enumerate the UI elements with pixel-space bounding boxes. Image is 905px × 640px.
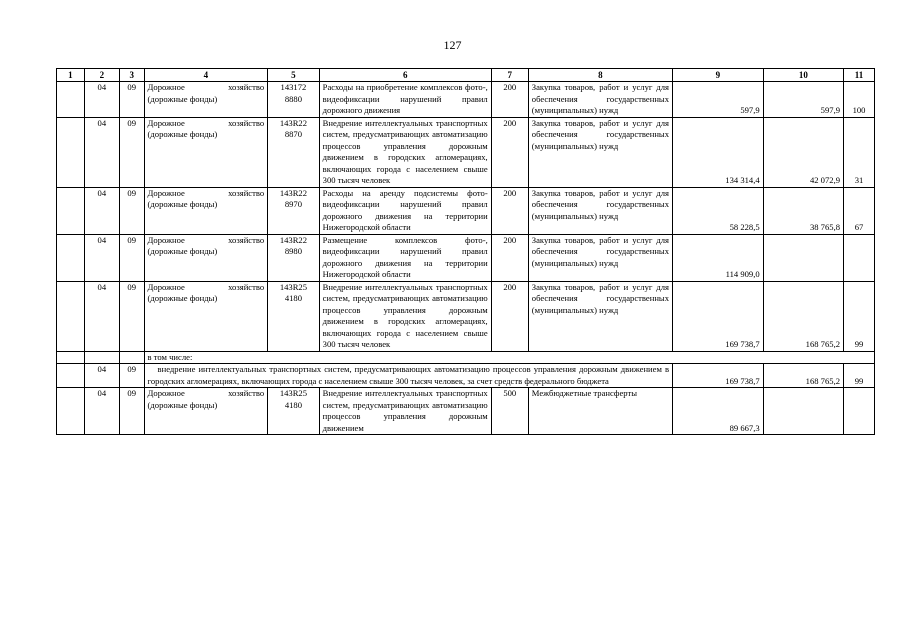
cell-plan: 134 314,4 xyxy=(673,117,764,187)
including-label: в том числе: xyxy=(144,351,874,364)
cell-empty xyxy=(57,388,85,435)
cell-target-code: 143R22 8870 xyxy=(268,117,320,187)
cell-empty xyxy=(57,234,85,281)
cell-plan: 169 738,7 xyxy=(673,364,764,388)
cell-section: 04 xyxy=(84,187,119,234)
cell-actual: 42 072,9 xyxy=(763,117,843,187)
including-row xyxy=(57,364,875,388)
cell-purpose: Расходы на приобретение комплексов фото-, видеофиксации нарушений правил дорожного движения xyxy=(319,82,491,118)
header-row xyxy=(57,69,875,82)
cell-plan: 89 667,3 xyxy=(673,388,764,435)
cell-purpose: Внедрение интеллектуальных транспортных систем, предусматривающих автоматизацию процессов управления дорожным движением xyxy=(319,388,491,435)
column-header: 1 xyxy=(57,69,85,82)
column-header: 7 xyxy=(491,69,528,82)
cell-percent: 67 xyxy=(844,187,875,234)
cell-target-code: 143172 8880 xyxy=(268,82,320,118)
cell-expense-type: 200 xyxy=(491,82,528,118)
cell-purpose: Внедрение интеллектуальных транспортных систем, предусматривающих автоматизацию процессов управления дорожным движением в городских агломерациях, включающих города с населением свыше 300 тысяч человек xyxy=(319,281,491,351)
cell-name: Дорожное хозяйство (дорожные фонды) xyxy=(144,281,268,351)
cell-subsection: 09 xyxy=(119,388,144,435)
cell-percent: 99 xyxy=(844,364,875,388)
cell-empty xyxy=(119,351,144,364)
cell-subsection: 09 xyxy=(119,281,144,351)
cell-section: 04 xyxy=(84,364,119,388)
table-row xyxy=(57,388,875,435)
cell-section: 04 xyxy=(84,281,119,351)
cell-actual: 168 765,2 xyxy=(763,364,843,388)
page-number: 127 xyxy=(443,38,462,52)
including-label-row xyxy=(57,351,875,364)
cell-plan: 169 738,7 xyxy=(673,281,764,351)
cell-subsection: 09 xyxy=(119,187,144,234)
cell-subsection: 09 xyxy=(119,117,144,187)
cell-plan: 58 228,5 xyxy=(673,187,764,234)
cell-expense-name: Закупка товаров, работ и услуг для обеспечения государственных (муниципальных) нужд xyxy=(528,281,672,351)
column-header: 3 xyxy=(119,69,144,82)
cell-percent xyxy=(844,388,875,435)
cell-expense-type: 200 xyxy=(491,117,528,187)
cell-plan: 114 909,0 xyxy=(673,234,764,281)
cell-expense-name: Закупка товаров, работ и услуг для обеспечения государственных (муниципальных) нужд xyxy=(528,234,672,281)
cell-empty xyxy=(57,117,85,187)
cell-actual: 597,9 xyxy=(763,82,843,118)
table-row xyxy=(57,117,875,187)
cell-actual: 38 765,8 xyxy=(763,187,843,234)
column-header: 11 xyxy=(844,69,875,82)
cell-subsection: 09 xyxy=(119,364,144,388)
cell-name: Дорожное хозяйство (дорожные фонды) xyxy=(144,388,268,435)
cell-actual: 168 765,2 xyxy=(763,281,843,351)
cell-expense-type: 200 xyxy=(491,281,528,351)
cell-percent xyxy=(844,234,875,281)
cell-empty xyxy=(57,187,85,234)
cell-percent: 31 xyxy=(844,117,875,187)
column-header: 6 xyxy=(319,69,491,82)
cell-purpose: Размещение комплексов фото-, видеофиксации нарушений правил дорожного движения на территории Нижегородской области xyxy=(319,234,491,281)
cell-section: 04 xyxy=(84,234,119,281)
cell-expense-name: Закупка товаров, работ и услуг для обеспечения государственных (муниципальных) нужд xyxy=(528,187,672,234)
cell-section: 04 xyxy=(84,117,119,187)
cell-expense-type: 500 xyxy=(491,388,528,435)
table-row xyxy=(57,234,875,281)
cell-actual xyxy=(763,388,843,435)
cell-subsection: 09 xyxy=(119,82,144,118)
cell-plan: 597,9 xyxy=(673,82,764,118)
column-header: 5 xyxy=(268,69,320,82)
cell-target-code: 143R22 8980 xyxy=(268,234,320,281)
cell-empty xyxy=(57,364,85,388)
cell-expense-name: Закупка товаров, работ и услуг для обеспечения государственных (муниципальных) нужд xyxy=(528,117,672,187)
cell-name: Дорожное хозяйство (дорожные фонды) xyxy=(144,234,268,281)
cell-target-code: 143R22 8970 xyxy=(268,187,320,234)
cell-subsection: 09 xyxy=(119,234,144,281)
cell-target-code: 143R25 4180 xyxy=(268,388,320,435)
table-row xyxy=(57,82,875,118)
cell-expense-type: 200 xyxy=(491,187,528,234)
cell-name: Дорожное хозяйство (дорожные фонды) xyxy=(144,82,268,118)
column-header: 9 xyxy=(673,69,764,82)
cell-section: 04 xyxy=(84,388,119,435)
cell-actual xyxy=(763,234,843,281)
cell-empty xyxy=(57,281,85,351)
cell-purpose: Расходы на аренду подсистемы фото-видеофиксации нарушений правил дорожного движения на территории Нижегородской области xyxy=(319,187,491,234)
cell-percent: 99 xyxy=(844,281,875,351)
cell-including-text: внедрение интеллектуальных транспортных систем, предусматривающих автоматизацию процессов управления дорожным движением в городских агломерациях, включающих города с населением свыше 300 тысяч человек, за счет средств федерального бюджета xyxy=(144,364,672,388)
cell-name: Дорожное хозяйство (дорожные фонды) xyxy=(144,117,268,187)
cell-empty xyxy=(57,82,85,118)
table-row xyxy=(57,187,875,234)
cell-expense-name: Межбюджетные трансферты xyxy=(528,388,672,435)
cell-section: 04 xyxy=(84,82,119,118)
column-header: 10 xyxy=(763,69,843,82)
budget-table xyxy=(56,68,875,435)
column-header: 2 xyxy=(84,69,119,82)
cell-percent: 100 xyxy=(844,82,875,118)
column-header: 4 xyxy=(144,69,268,82)
cell-expense-name: Закупка товаров, работ и услуг для обеспечения государственных (муниципальных) нужд xyxy=(528,82,672,118)
cell-expense-type: 200 xyxy=(491,234,528,281)
table-row xyxy=(57,281,875,351)
cell-name: Дорожное хозяйство (дорожные фонды) xyxy=(144,187,268,234)
column-header: 8 xyxy=(528,69,672,82)
cell-target-code: 143R25 4180 xyxy=(268,281,320,351)
cell-empty xyxy=(84,351,119,364)
cell-purpose: Внедрение интеллектуальных транспортных систем, предусматривающих автоматизацию процессов управления дорожным движением в городских агломерациях, включающих города с населением свыше 300 тысяч человек xyxy=(319,117,491,187)
cell-empty xyxy=(57,351,85,364)
